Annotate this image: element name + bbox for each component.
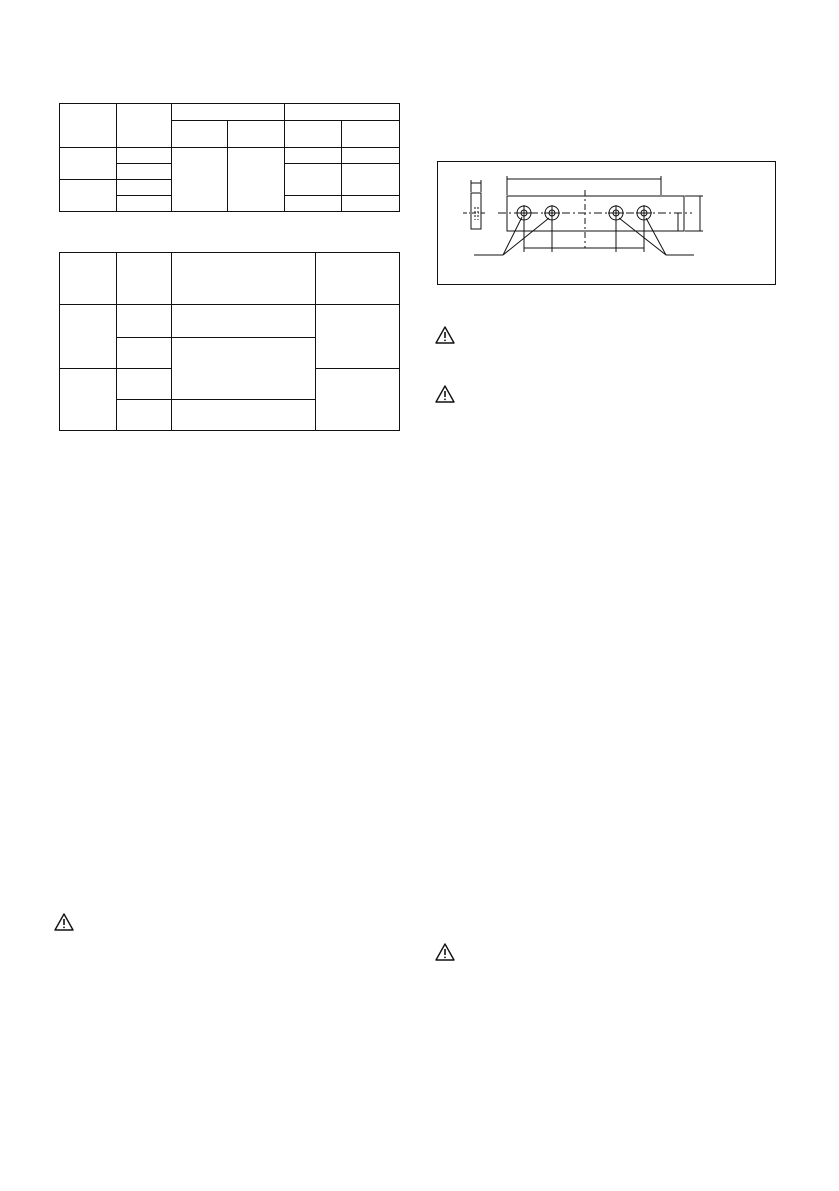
table-1-cell — [60, 148, 117, 180]
leader-line — [503, 217, 522, 255]
table-2-cell — [316, 369, 400, 431]
table-1-cell — [342, 196, 400, 212]
table-1-header-cell — [60, 104, 117, 148]
table-1-cell — [342, 148, 400, 164]
table-2-cell — [60, 305, 117, 369]
table-1-header-cell — [285, 104, 400, 121]
table-1-cell — [285, 148, 342, 164]
table-1-subheader-cell — [228, 121, 285, 148]
table-2-cell — [60, 369, 117, 431]
side-view-body — [471, 193, 481, 229]
warning-triangle-icon — [54, 913, 74, 931]
front-view — [474, 176, 703, 255]
leader-line — [619, 218, 666, 255]
table-1-cell — [116, 148, 171, 164]
table-1-cell — [285, 164, 342, 196]
table-1 — [59, 103, 400, 212]
leader-line — [503, 218, 549, 255]
table-2-cell — [116, 338, 171, 369]
table-2-cell — [316, 305, 400, 369]
technical-drawing — [438, 162, 777, 286]
technical-drawing-frame — [437, 161, 776, 285]
table-1-cell — [116, 164, 171, 180]
table-1-cell — [342, 164, 400, 196]
mounting-hole — [636, 205, 652, 221]
table-2-header-cell — [316, 253, 400, 305]
table-1-cell — [116, 180, 171, 196]
side-view — [463, 180, 485, 229]
table-1-subheader-cell — [285, 121, 342, 148]
table-1-cell — [285, 196, 342, 212]
table-1-cell — [228, 148, 285, 212]
table-1-cell — [171, 148, 228, 212]
table-2 — [59, 252, 400, 431]
leader-line — [646, 218, 666, 255]
table-1-cell — [116, 196, 171, 212]
table-2-cell — [171, 305, 316, 338]
table-2-cell — [116, 369, 171, 400]
table-1-subheader-cell — [342, 121, 400, 148]
mounting-hole — [608, 205, 624, 221]
table-1-cell — [60, 180, 117, 212]
warning-triangle-icon — [435, 326, 455, 344]
table-1-header-cell — [116, 104, 171, 148]
mounting-hole — [516, 205, 532, 221]
mounting-hole — [544, 205, 560, 221]
warning-triangle-icon — [435, 943, 455, 961]
warning-triangle-icon — [435, 385, 455, 403]
table-2-header-cell — [60, 253, 117, 305]
table-2-cell — [171, 338, 316, 400]
table-2-cell — [116, 305, 171, 338]
table-2-cell — [116, 400, 171, 431]
table-2-cell — [171, 400, 316, 431]
table-1-header-cell — [171, 104, 285, 121]
table-2-header-cell — [116, 253, 171, 305]
table-2-header-cell — [171, 253, 316, 305]
table-1-subheader-cell — [171, 121, 228, 148]
